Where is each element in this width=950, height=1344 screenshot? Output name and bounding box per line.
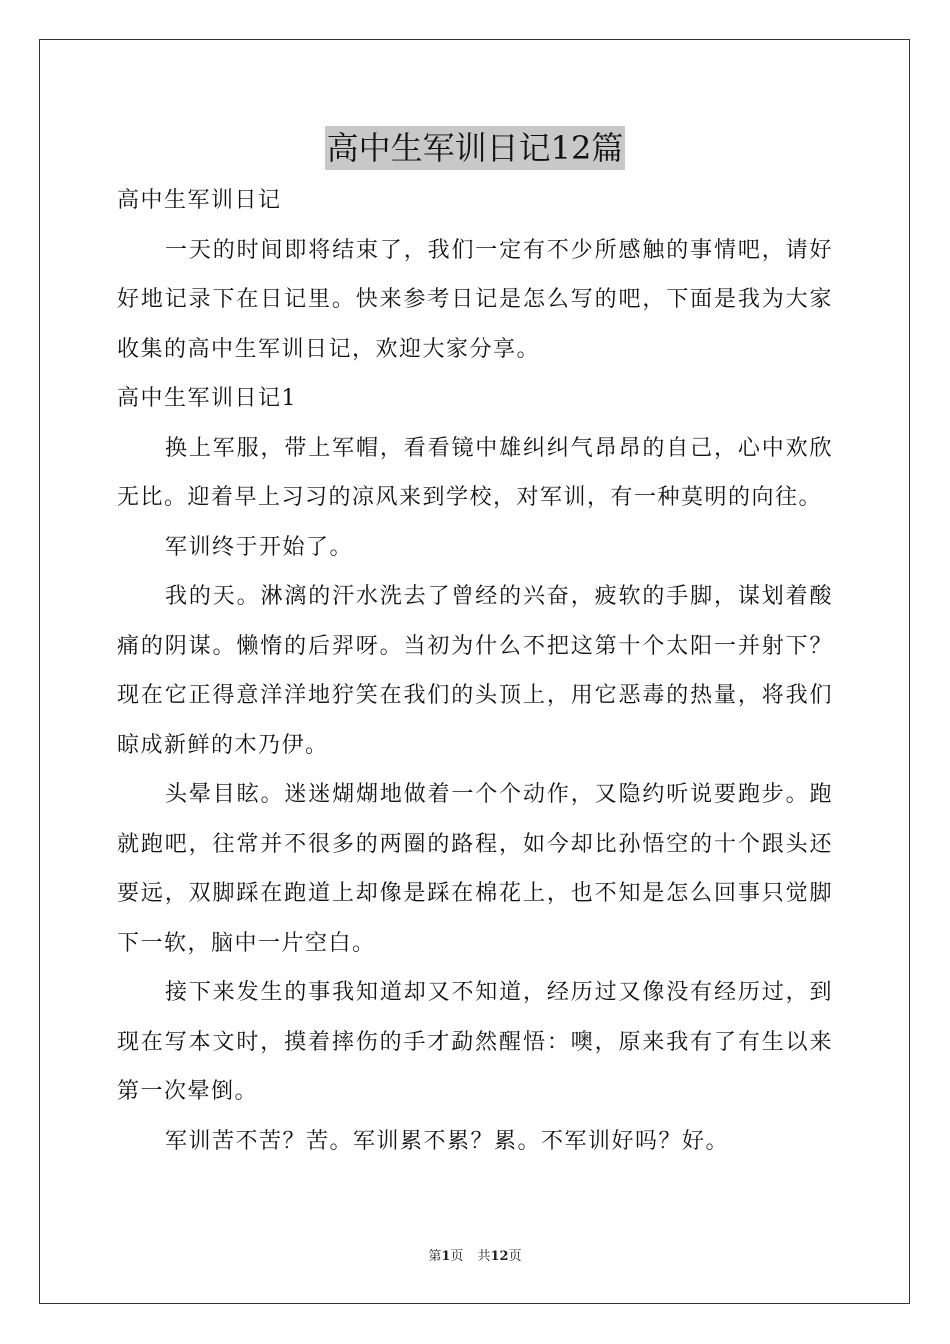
page-number-prefix: 第	[428, 1249, 442, 1264]
page-number-suffix: 页	[450, 1249, 464, 1264]
document-title: 高中生军训日记12篇	[325, 126, 626, 170]
section-heading: 高中生军训日记1	[117, 386, 297, 411]
body-paragraph: 头晕目眩。迷迷煳煳地做着一个个动作，又隐约听说要跑步。跑就跑吧，往常并不很多的两圈的路程，如今却比孙悟空的十个跟头还要远，双脚踩在跑道上却像是踩在棉花上，也不知是怎么回事只觉脚下一软，脑中一片空白。	[117, 782, 833, 956]
body-paragraph: 军训苦不苦？苦。军训累不累？累。不军训好吗？好。	[165, 1128, 730, 1154]
body-paragraph: 我的天。淋漓的汗水洗去了曾经的兴奋，疲软的手脚，谋划着酸痛的阴谋。懒惰的后羿呀。当初为什么不把这第十个太阳一并射下？现在它正得意洋洋地狞笑在我们的头顶上，用它恶毒的热量，将我们晾成新鲜的木乃伊。	[117, 584, 833, 758]
body-paragraph: 接下来发生的事我知道却又不知道，经历过又像没有经历过，到现在写本文时，摸着摔伤的手才勐然醒悟：噢，原来我有了有生以来第一次晕倒。	[117, 980, 833, 1104]
page-footer	[0, 1247, 950, 1267]
document-body	[117, 176, 833, 1166]
body-paragraph: 换上军服，带上军帽，看看镜中雄纠纠气昂昂的自己，心中欢欣无比。迎着早上习习的凉风来到学校，对军训，有一种莫明的向往。	[117, 435, 833, 510]
total-pages-count: 12	[490, 1249, 509, 1264]
body-paragraph: 军训终于开始了。	[165, 534, 354, 560]
total-pages-prefix: 共	[477, 1249, 491, 1264]
section-heading: 高中生军训日记	[117, 188, 282, 213]
body-paragraph: 一天的时间即将结束了，我们一定有不少所感触的事情吧，请好好地记录下在日记里。快来参考日记是怎么写的吧，下面是我为大家收集的高中生军训日记，欢迎大家分享。	[117, 237, 833, 362]
page-number-current: 1	[441, 1249, 451, 1264]
title-container	[0, 126, 950, 170]
total-pages-suffix: 页	[508, 1249, 522, 1264]
